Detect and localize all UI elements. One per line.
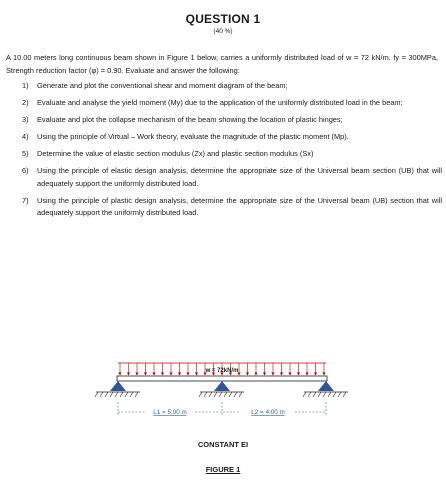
load-arrowhead-icon	[297, 373, 300, 376]
load-arrowhead-icon	[263, 373, 266, 376]
question-marks: (40 %)	[213, 28, 233, 35]
task-text: Evaluate and analyse the yield moment (My) due to the application of the uniformly distributed load in the beam;	[37, 98, 403, 107]
support-middle	[199, 381, 244, 397]
dimension-lines	[118, 402, 326, 416]
task-item	[22, 131, 442, 144]
task-item	[22, 97, 442, 110]
load-arrowhead-icon	[254, 373, 257, 376]
task-text: Using the principle of plastic design analysis, determine the appropriate size of the Universal beam (UB) section that will adequately support the uniformly distributed load.	[37, 195, 442, 218]
load-arrowhead-icon	[135, 373, 138, 376]
beam	[117, 376, 327, 381]
task-number: 4)	[22, 132, 29, 141]
task-number: 1)	[22, 81, 29, 90]
pin-support-icon	[318, 381, 334, 391]
task-item	[22, 80, 442, 93]
ground-hatch-icon	[303, 392, 346, 397]
load-arrowhead-icon	[178, 373, 181, 376]
task-text: Evaluate and plot the collapse mechanism of the beam showing the location of plastic hinges;	[37, 115, 343, 124]
load-arrowhead-icon	[118, 373, 121, 376]
pin-support-icon	[110, 381, 126, 391]
load-arrowhead-icon	[271, 373, 274, 376]
load-arrowhead-icon	[246, 373, 249, 376]
task-number: 3)	[22, 115, 29, 124]
beam-figure	[0, 354, 446, 444]
span2-label: L2 = 4.00 m	[251, 409, 285, 416]
pin-support-icon	[214, 381, 230, 391]
figure-label: FIGURE 1	[205, 465, 241, 474]
load-arrowhead-icon	[288, 373, 291, 376]
task-number: 6)	[22, 166, 29, 175]
load-arrowhead-icon	[127, 373, 130, 376]
load-arrowhead-icon	[280, 373, 283, 376]
intro-paragraph: A 10.00 meters long continuous beam shown in Figure 1 below, carries a uniformly distributed load of w = 72 kN/m. fy = 300MPa, Strength reduction factor (φ) = 0.90. Evaluate and answer the following:	[6, 53, 438, 75]
support-left	[95, 381, 140, 397]
task-text: Generate and plot the conventional shear and moment diagram of the beam;	[37, 81, 288, 90]
figure-caption: CONSTANT EI	[197, 440, 249, 449]
task-item	[22, 165, 442, 190]
task-text: Determine the value of elastic section modulus (Zx) and plastic section modulus (Sx)	[37, 149, 314, 158]
load-arrowhead-icon	[152, 373, 155, 376]
load-arrowhead-icon	[161, 373, 164, 376]
task-item	[22, 114, 442, 127]
task-number: 2)	[22, 98, 29, 107]
load-label: w = 72kN/m	[205, 368, 239, 374]
task-text: Using the principle of elastic design analysis, determine the appropriate size of the Universal beam section (UB) that will adequately support the uniformly distributed load.	[37, 166, 442, 188]
load-arrowhead-icon	[314, 373, 317, 376]
load-arrowhead-icon	[322, 373, 325, 376]
load-arrowhead-icon	[305, 373, 308, 376]
beam-diagram	[0, 354, 446, 444]
load-arrowhead-icon	[195, 373, 198, 376]
load-arrowhead-icon	[169, 373, 172, 376]
load-arrowhead-icon	[144, 373, 147, 376]
load-arrowhead-icon	[186, 373, 189, 376]
task-item	[22, 148, 442, 161]
support-right	[303, 381, 348, 397]
span1-label: L1 = 5.00 m	[153, 409, 187, 416]
task-item	[22, 195, 442, 220]
question-title: QUESTION 1	[185, 12, 261, 26]
ground-hatch-icon	[95, 392, 138, 397]
task-list	[0, 80, 442, 224]
task-text: Using the principle of Virtual – Work theory, evaluate the magnitude of the plastic moment (Mp).	[37, 132, 349, 141]
ground-hatch-icon	[199, 392, 242, 397]
task-number: 7)	[22, 195, 29, 205]
task-number: 5)	[22, 149, 29, 158]
